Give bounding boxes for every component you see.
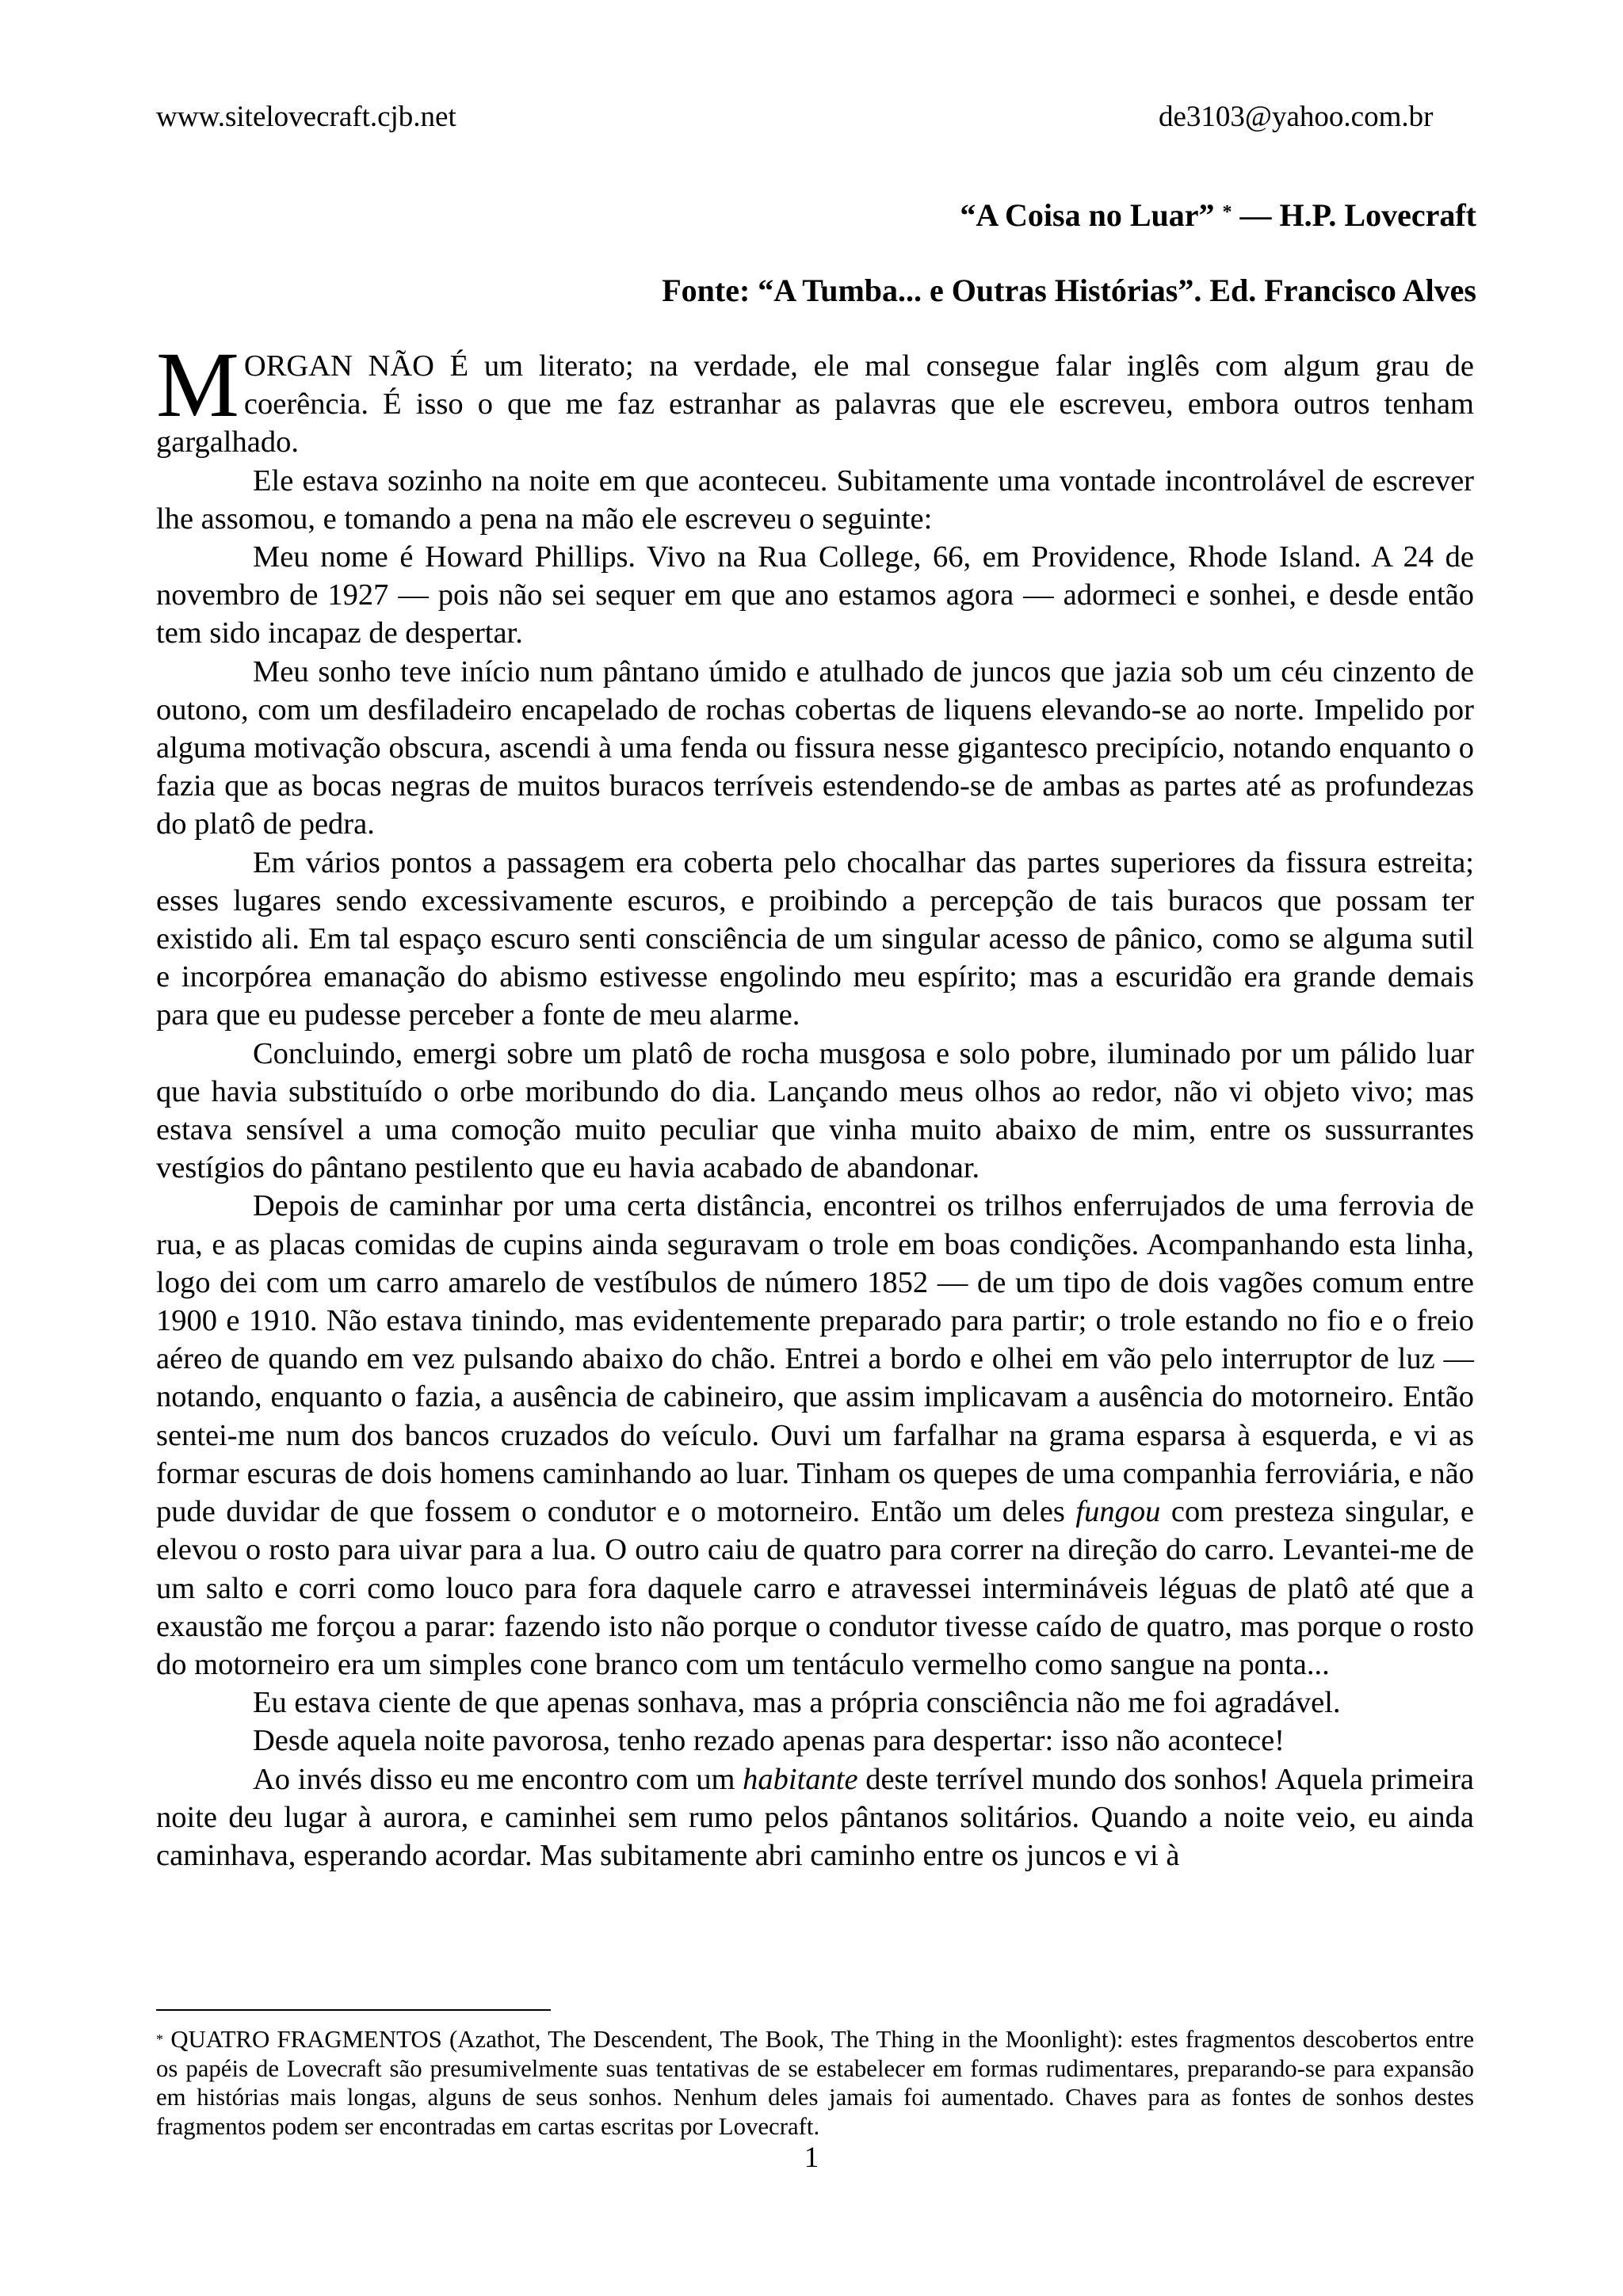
footnote-marker: * [156, 2031, 163, 2047]
paragraph-10-text-b: deste terrível mundo dos sonhos! Aquela primeira noite deu lugar à aurora, e caminhei sem rumo pelos pântanos solitários. Quando a noite veio, eu ainda caminhava, esperando acordar. Mas subitamente abri caminho entre os juncos e vi à [156, 1762, 1474, 1872]
page-number: 1 [804, 2142, 819, 2174]
paragraph-5: Em vários pontos a passagem era coberta pelo chocalhar das partes superiores da fissura estreita; esses lugares sendo excessivamente escuros, e proibindo a percepção de tais buracos que possam ter existido ali. Em tal espaço escuro senti consciência de um singular acesso de pânico, como se alguma sutil e incorpórea emanação do abismo estivesse engolindo meu espírito; mas a escuridão era grande demais para que eu pudesse perceber a fonte de meu alarme. [156, 845, 1474, 1032]
paragraph-8: Eu estava ciente de que apenas sonhava, mas a própria consciência não me foi agradável. [253, 1686, 1341, 1720]
story-body [156, 333, 1474, 1875]
title-author: — H.P. Lovecraft [1239, 197, 1476, 233]
paragraph-10-emphasis: habitante [743, 1762, 858, 1796]
story-title [960, 198, 1476, 233]
source-line: Fonte: “A Tumba... e Outras Histórias”. Ed. Francisco Alves [662, 273, 1476, 308]
paragraph-7 [156, 1187, 1474, 1684]
paragraph-7-text-a: Depois de caminhar por uma certa distância, encontrei os trilhos enferrujados de uma ferrovia de rua, e as placas comidas de cupins ainda seguravam o trole em boas condições. Acompanhando esta linha, logo dei com um carro amarelo de vestíbulos de número 1852 — de um tipo de dois vagões comum entre 1900 e 1910. Não estava tinindo, mas evidentemente preparado para partir; o trole estando no fio e o freio aéreo de quando em vez pulsando abaixo do chão. Entrei a bordo e olhei em vão pelo interruptor de luz — notando, enquanto o fazia, a ausência de cabineiro, que assim implicavam a ausência do motorneiro. Então sentei-me num dos bancos cruzados do veículo. Ouvi um farfalhar na grama esparsa à esquerda, e vi as formar escuras de dois homens caminhando ao luar. Tinham os quepes de uma companhia ferroviária, e não pude duvidar de que fossem o condutor e o motorneiro. Então um deles [156, 1189, 1474, 1529]
paragraph-10-text-a: Ao invés disso eu me encontro com um [253, 1762, 735, 1796]
paragraph-1 [156, 333, 1474, 462]
footnote-text: QUATRO FRAGMENTOS (Azathot, The Descendent, The Book, The Thing in the Moonlight): estes fragmentos descobertos entre os papéis de Lovecraft são presumivelmente suas tentativas de se estabelecer em formas rudimentares, preparando-se para expansão em histórias mais longas, alguns de seus sonhos. Nenhum deles jamais foi aumentado. Chaves para as fontes de sonhos destes fragmentos podem ser encontradas em cartas escritas por Lovecraft. [156, 2026, 1474, 2140]
footnote [156, 2025, 1474, 2141]
header-email[interactable]: de3103@yahoo.com.br [1159, 101, 1434, 133]
paragraph-3: Meu nome é Howard Phillips. Vivo na Rua College, 66, em Providence, Rhode Island. A 24 de novembro de 1927 — pois não sei sequer em que ano estamos agora — adormeci e sonhei, e desde então tem sido incapaz de despertar. [156, 540, 1474, 650]
paragraph-9: Desde aquela noite pavorosa, tenho rezado apenas para despertar: isso não acontece! [253, 1724, 1285, 1758]
title-footnote-marker: * [1222, 202, 1232, 223]
paragraph-7-emphasis: fungou [1075, 1495, 1161, 1529]
paragraph-6: Concluindo, emergi sobre um platô de rocha musgosa e solo pobre, iluminado por um pálido luar que havia substituído o orbe moribundo do dia. Lançando meus olhos ao redor, não vi objeto vivo; mas estava sensível a uma comoção muito peculiar que vinha muito abaixo de mim, entre os sussurrantes vestígios do pântano pestilento que eu havia acabado de abandonar. [156, 1036, 1474, 1185]
footnote-divider [156, 2009, 551, 2011]
header-website[interactable]: www.sitelovecraft.cjb.net [156, 101, 456, 133]
paragraph-1-text: ORGAN NÃO É um literato; na verdade, ele mal consegue falar inglês com algum grau de coerência. É isso o que me faz estranhar as palavras que ele escreveu, embora outros tenham gargalhado. [156, 349, 1474, 460]
paragraph-7-text-b: com presteza singular, e elevou o rosto para uivar para a lua. O outro caiu de quatro para correr na direção do carro. Levantei-me de um salto e corri como louco para fora daquele carro e atravessei intermináveis léguas de platô até que a exaustão me forçou a parar: fazendo isto não porque o condutor tivesse caído de quatro, mas porque o rosto do motorneiro era um simples cone branco com um tentáculo vermelho como sangue na ponta... [156, 1495, 1474, 1681]
paragraph-4: Meu sonho teve início num pântano úmido e atulhado de juncos que jazia sob um céu cinzento de outono, com um desfiladeiro encapelado de rochas cobertas de liquens elevando-se ao norte. Impelido por alguma motivação obscura, ascendi à uma fenda ou fissura nesse gigantesco precipício, notando enquanto o fazia que as bocas negras de muitos buracos terríveis estendendo-se de ambas as partes até as profundezas do platô de pedra. [156, 654, 1474, 841]
paragraph-2: Ele estava sozinho na noite em que aconteceu. Subitamente uma vontade incontrolável de escrever lhe assomou, e tomando a pena na mão ele escreveu o seguinte: [156, 463, 1474, 536]
paragraph-10 [156, 1760, 1474, 1875]
title-text: “A Coisa no Luar” [960, 197, 1215, 233]
drop-cap: M [156, 333, 239, 437]
